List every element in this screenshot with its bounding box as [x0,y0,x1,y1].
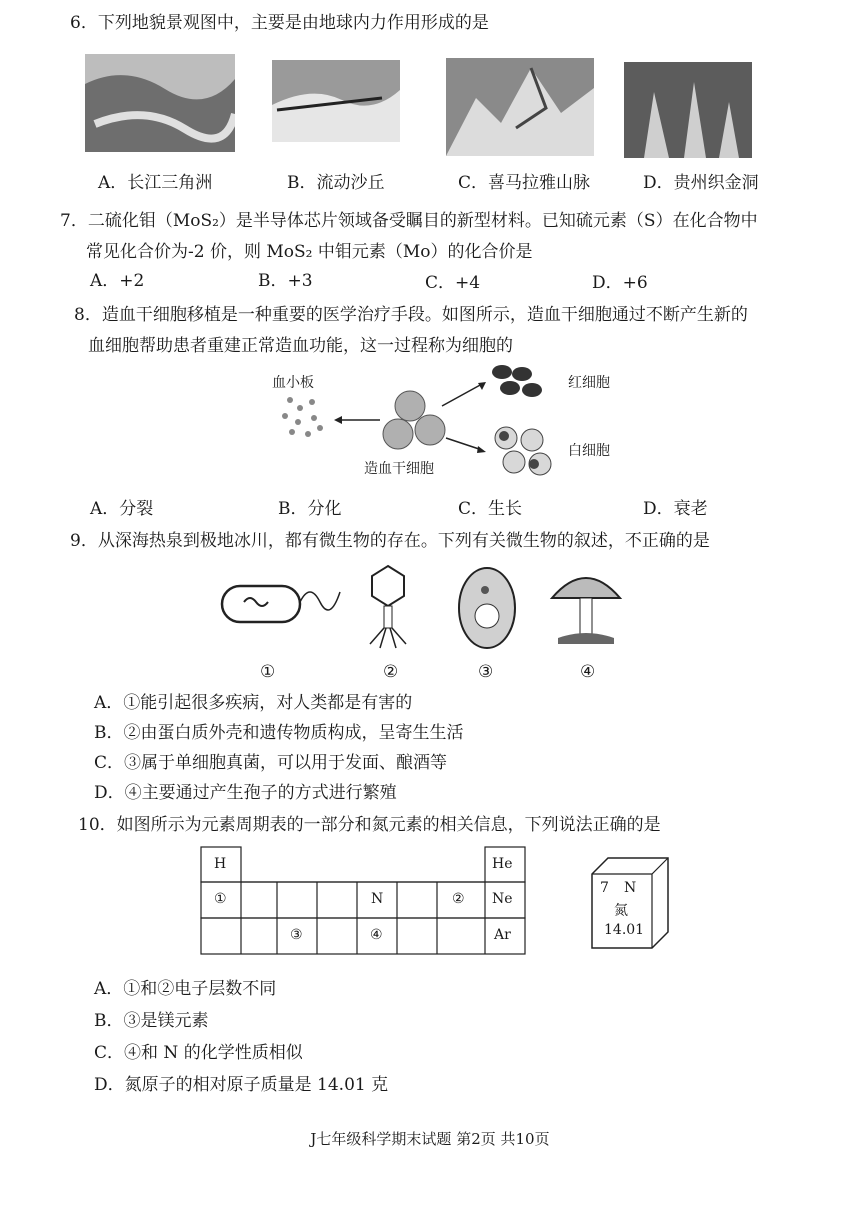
pt-n: N [371,891,384,907]
q9-stem: 9．从深海热泉到极地冰川，都有微生物的存在。下列有关微生物的叙述，不正确的是 [70,531,710,551]
q10-option-d: D．氮原子的相对原子质量是 14.01 克 [94,1075,389,1095]
periodic-table-fragment [200,846,530,956]
q7-stem-line1: 7．二硫化钼（MoS₂）是半导体芯片领域备受瞩目的新型材料。已知硫元素（S）在化合物中 [60,211,758,231]
q8-stem-line1: 8．造血干细胞移植是一种重要的医学治疗手段。如图所示，造血干细胞通过不断产生新的 [74,305,748,325]
q6-option-b: B．流动沙丘 [287,173,385,193]
bacterium-figure [214,572,344,632]
figure-label-3: ③ [478,662,494,682]
q8-option-b: B．分化 [278,499,342,519]
pt-mark-1: ① [214,891,227,907]
q8-option-a: A．分裂 [90,499,154,519]
nitrogen-element-card [590,856,670,950]
element-number: 7 [600,880,609,896]
figure-label-2: ② [383,662,399,682]
q6-stem: 6．下列地貌景观图中，主要是由地球内力作用形成的是 [70,13,489,33]
element-name: 氮 [614,903,628,919]
pt-he: He [492,856,513,872]
himalaya-photo [446,58,594,156]
label-stem-cell: 造血干细胞 [364,461,434,477]
q10-option-c: C．④和 N 的化学性质相似 [94,1043,303,1063]
q6-option-c: C．喜马拉雅山脉 [458,173,591,193]
figure-label-4: ④ [580,662,596,682]
cave-photo [624,62,752,158]
label-white-blood-cell: 白细胞 [568,443,610,459]
virus-figure [366,564,410,650]
q7-option-d: D．+6 [592,273,648,293]
page-footer: J七年级科学期末试题 第2页 共10页 [310,1130,550,1148]
element-mass: 14.01 [604,922,645,938]
q10-option-a: A．①和②电子层数不同 [94,979,277,999]
mushroom-figure [548,568,624,648]
q10-option-b: B．③是镁元素 [94,1011,209,1031]
q9-option-a: A．①能引起很多疾病，对人类都是有害的 [94,693,413,713]
delta-photo [85,54,235,152]
q7-stem-line2: 常见化合价为-2 价，则 MoS₂ 中钼元素（Mo）的化合价是 [86,242,533,262]
q7-option-c: C．+4 [425,273,481,293]
pt-ne: Ne [492,891,513,907]
q8-option-d: D．衰老 [643,499,708,519]
pt-ar: Ar [494,927,511,943]
pt-mark-4: ④ [370,927,383,943]
pt-h: H [214,856,227,872]
pt-mark-3: ③ [290,927,303,943]
pt-mark-2: ② [452,891,465,907]
q8-stem-line2: 血细胞帮助患者重建正常造血功能，这一过程称为细胞的 [88,336,513,356]
q8-option-c: C．生长 [458,499,523,519]
sand-dune-photo [272,60,400,142]
q9-option-d: D．④主要通过产生孢子的方式进行繁殖 [94,783,397,803]
yeast-figure [455,566,519,650]
label-red-blood-cell: 红细胞 [568,375,610,391]
figure-label-1: ① [260,662,276,682]
q7-option-a: A．+2 [90,271,145,291]
q9-option-c: C．③属于单细胞真菌，可以用于发面、酿酒等 [94,753,448,773]
element-symbol: N [624,880,637,896]
q7-option-b: B．+3 [258,271,313,291]
q6-option-d: D．贵州织金洞 [643,173,759,193]
q9-option-b: B．②由蛋白质外壳和遗传物质构成，呈寄生生活 [94,723,464,743]
q6-option-a: A．长江三角洲 [98,173,213,193]
q10-stem: 10．如图所示为元素周期表的一部分和氮元素的相关信息，下列说法正确的是 [78,815,661,835]
label-platelet: 血小板 [272,375,314,391]
